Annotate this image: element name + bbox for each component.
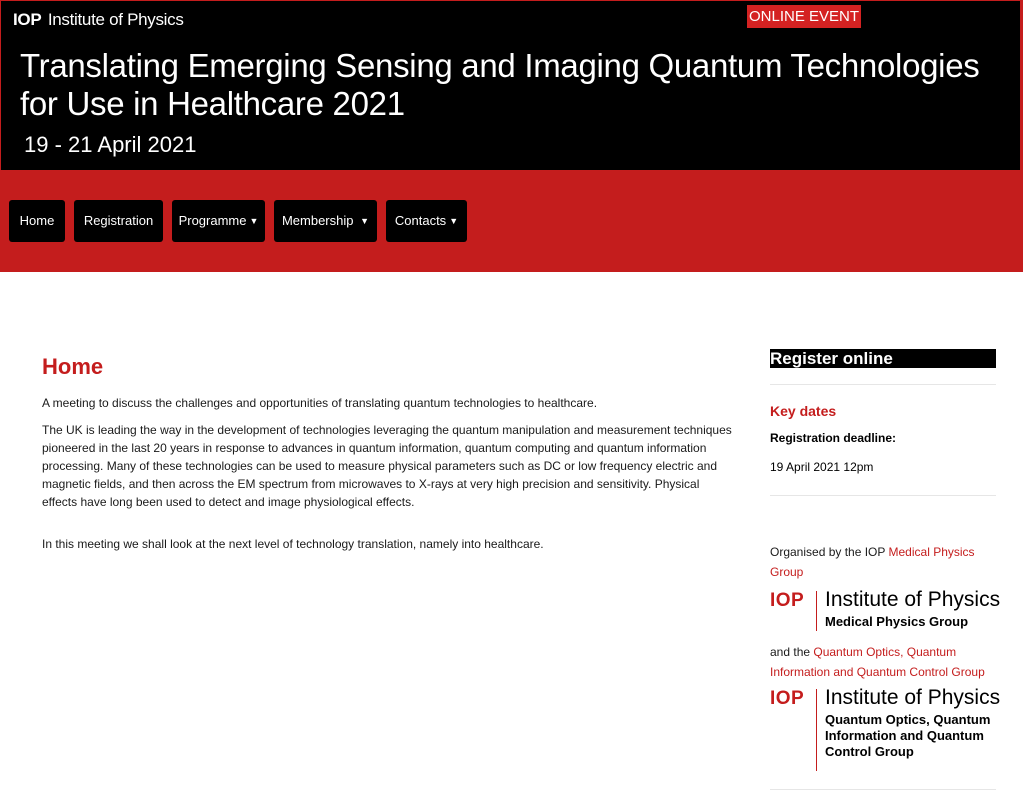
organised-by-text	[770, 542, 996, 582]
chevron-down-icon: ▼	[249, 216, 259, 226]
organised-by-prefix: Organised by the IOP	[770, 545, 889, 559]
registration-deadline-label: Registration deadline:	[770, 431, 897, 445]
header-banner	[0, 0, 1023, 272]
medical-physics-group-logo	[770, 590, 1010, 634]
medical-physics-group-link[interactable]: Medical Physics Group	[770, 545, 975, 579]
nav-home[interactable]	[9, 200, 65, 242]
nav-membership[interactable]	[274, 200, 377, 242]
event-title: Translating Emerging Sensing and Imaging Quantum Technologies for Use in Healthcare 2021	[20, 47, 980, 122]
logo-org-name: Institute of Physics	[825, 588, 1001, 611]
body-paragraph: The UK is leading the way in the development of technologies leveraging the quantum manipulation and measurement techniques pioneered in the last 20 years in response to advances in quantum information, quantum computing and quantum information processing. Many of these technologies can be used to measure physical parameters such as DC or low frequency electric and magnetic fields, and then across the EM spectrum from microwaves to X-rays at very high precision and sensitivity. Physical effects have long been used to detect and image physiological effects.	[42, 423, 732, 509]
logo-org-name: Institute of Physics	[825, 686, 1001, 709]
iop-logo-mark: IOP	[13, 10, 42, 29]
and-the-text	[770, 642, 996, 682]
nav-home-label: Home	[19, 213, 55, 228]
nav-programme-label: Programme	[178, 213, 247, 228]
logo-group-name: Medical Physics Group	[825, 614, 969, 629]
and-the-prefix: and the	[770, 645, 814, 659]
logo-divider	[816, 591, 817, 631]
chevron-down-icon: ▼	[449, 216, 459, 226]
sidebar-divider	[770, 384, 996, 385]
iop-mark: IOP	[770, 590, 805, 611]
nav-programme[interactable]	[172, 200, 265, 242]
nav-membership-label: Membership	[281, 213, 354, 228]
nav-contacts-label: Contacts	[394, 213, 447, 228]
event-dates: 19 - 21 April 2021	[24, 132, 197, 157]
intro-paragraph: A meeting to discuss the challenges and opportunities of translating quantum technologies to healthcare.	[42, 396, 598, 410]
event-header	[0, 0, 1021, 171]
iop-logo-text: Institute of Physics	[47, 10, 184, 29]
closing-paragraph: In this meeting we shall look at the next level of technology translation, namely into healthcare.	[42, 537, 544, 551]
register-online-link[interactable]: Register online	[770, 349, 996, 368]
nav-contacts[interactable]	[386, 200, 467, 242]
chevron-down-icon: ▼	[360, 216, 370, 226]
sidebar-divider	[770, 789, 996, 790]
registration-deadline-value: 19 April 2021 12pm	[770, 460, 874, 474]
page-title: Home	[42, 354, 104, 379]
sidebar-divider	[770, 495, 996, 496]
online-event-badge: ONLINE EVENT	[747, 5, 861, 28]
key-dates-heading: Key dates	[770, 403, 837, 419]
nav-registration-label: Registration	[83, 213, 154, 228]
logo-divider	[816, 689, 817, 771]
quantum-optics-group-logo	[770, 688, 1010, 772]
iop-logo[interactable]	[13, 10, 184, 30]
nav-registration[interactable]	[74, 200, 163, 242]
logo-group-name: Quantum Optics, Quantum Information and Quantum Control Group	[825, 712, 991, 759]
iop-mark: IOP	[770, 688, 805, 709]
quantum-optics-group-link[interactable]: Quantum Optics, Quantum Information and Quantum Control Group	[770, 645, 985, 679]
